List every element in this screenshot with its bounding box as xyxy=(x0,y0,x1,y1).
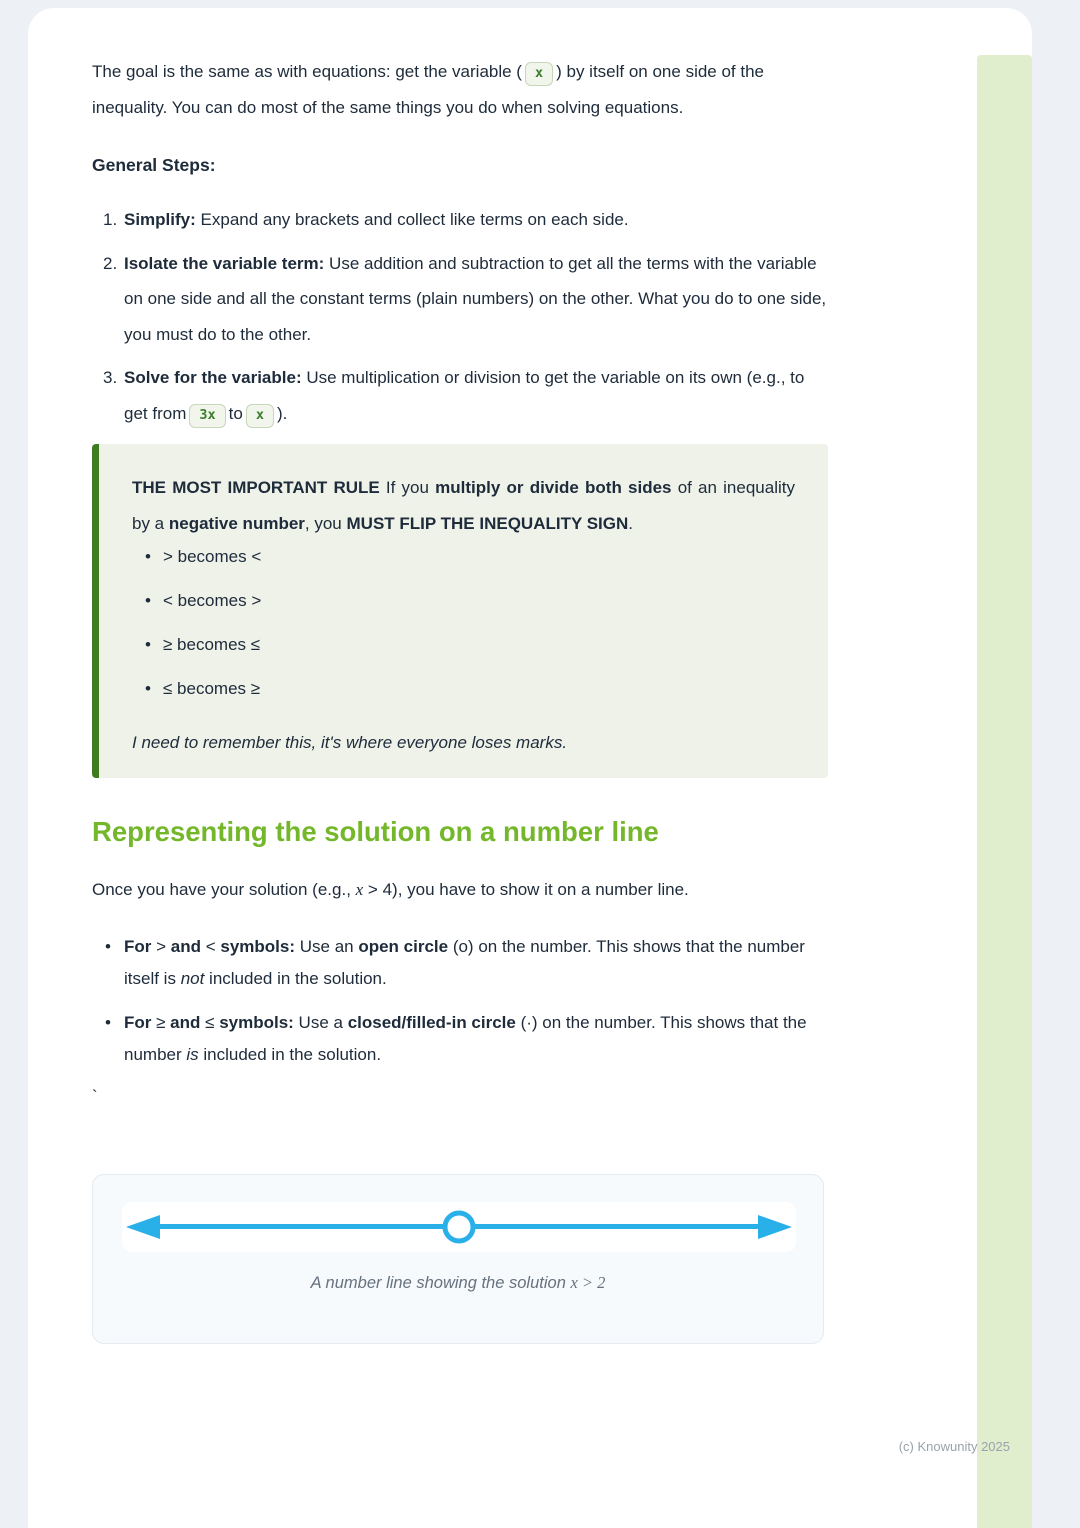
intro-text-post: ) by itself on one side of the inequality. You can do most of the same things you do when solving equations. xyxy=(92,62,765,117)
general-steps-heading: General Steps: xyxy=(92,155,216,175)
open-circle-rule-item xyxy=(92,931,828,995)
seg-text: included in the solution. xyxy=(198,1044,382,1064)
step-body: Use addition and subtraction to get all the terms with the variable on one side and all the constant terms (plain numbers) on the other. What you do to one side, you must do to the other. xyxy=(124,253,827,344)
copyright-footer: (c) Knowunity 2025 xyxy=(898,1439,1010,1454)
nl-intro-post: > 4), you have to show it on a number line. xyxy=(363,880,689,899)
step-number: 3. xyxy=(103,368,118,387)
flip-rule-item xyxy=(132,675,795,703)
caption-math: x > 2 xyxy=(570,1272,606,1292)
step-body-mid: to xyxy=(228,403,243,423)
step-number: 2. xyxy=(103,253,118,273)
seg-bold: For xyxy=(124,1012,152,1032)
seg-bold: symbols: xyxy=(220,936,296,956)
step-text xyxy=(124,202,828,238)
inline-code-chip-3x: 3x xyxy=(189,404,225,428)
flip-rule-text: ≤ becomes ≥ xyxy=(163,679,261,698)
flip-rule-text: > becomes < xyxy=(163,547,262,566)
callout-bold-2: multiply or divide both sides xyxy=(435,478,672,497)
flip-rules-list xyxy=(132,543,795,703)
flip-rule-item xyxy=(132,587,795,615)
seg-text: < xyxy=(201,936,221,956)
callout-bold-3: negative number xyxy=(168,513,305,533)
callout-bold-1: THE MOST IMPORTANT RULE xyxy=(132,478,380,497)
figure-caption xyxy=(93,1269,823,1297)
step-item-1 xyxy=(92,202,828,238)
step-body-end: ). xyxy=(276,403,288,423)
seg-text: > xyxy=(151,936,171,956)
callout-bold-4: MUST FLIP THE INEQUALITY SIGN xyxy=(346,513,629,533)
flip-rule-text: ≥ becomes ≤ xyxy=(163,635,261,654)
seg-italic: is xyxy=(186,1044,199,1064)
section-heading-number-line: Representing the solution on a number line xyxy=(92,816,659,847)
seg-text: ≤ xyxy=(200,1012,220,1032)
seg-text: included in the solution. xyxy=(204,968,387,988)
intro-paragraph xyxy=(92,54,828,125)
seg-bold: open circle xyxy=(358,936,449,956)
number-line-canvas xyxy=(122,1202,796,1252)
callout-text-3: , you xyxy=(304,513,347,533)
step-bold-label: Isolate the variable term: xyxy=(124,253,325,273)
closed-circle-rule-item xyxy=(92,1007,828,1071)
seg-text: Use an xyxy=(295,936,359,956)
caption-text: A number line showing the solution xyxy=(310,1273,571,1292)
arrow-left-icon xyxy=(126,1215,160,1239)
circle-rules-list xyxy=(92,931,828,1071)
seg-bold: closed/filled-in circle xyxy=(347,1012,516,1032)
seg-bold: and xyxy=(170,936,201,956)
open-circle-marker xyxy=(443,1210,476,1243)
important-rule-callout xyxy=(92,444,828,778)
number-line-intro-paragraph xyxy=(92,872,828,908)
seg-text: Use a xyxy=(293,1012,348,1032)
step-bold-label: Solve for the variable: xyxy=(124,368,302,387)
step-body: Expand any brackets and collect like terms on each side. xyxy=(195,210,629,229)
flip-rule-item xyxy=(132,543,795,571)
number-line-figure xyxy=(92,1174,824,1344)
callout-personal-note: I need to remember this, it's where everyone loses marks. xyxy=(132,733,568,752)
step-text xyxy=(124,360,828,431)
stray-backtick: ` xyxy=(92,1086,98,1106)
flip-rule-text: < becomes > xyxy=(163,591,262,610)
step-number: 1. xyxy=(103,210,118,229)
step-body: Use multiplication or division to get the variable on its own (e.g., to get from xyxy=(124,368,805,423)
callout-text-1: If you xyxy=(379,478,436,497)
inline-code-chip-x: x xyxy=(525,62,553,86)
step-item-3 xyxy=(92,360,828,431)
intro-text-pre: The goal is the same as with equations: get the variable ( xyxy=(92,62,522,81)
notes-card xyxy=(28,8,1032,1528)
seg-text: (·) on the number. This shows that the number xyxy=(124,1012,807,1064)
arrow-right-icon xyxy=(758,1215,792,1239)
seg-bold: and xyxy=(170,1012,201,1032)
step-item-2 xyxy=(92,246,828,353)
seg-text: (o) on the number. This shows that the number itself is xyxy=(124,936,805,988)
notes-content xyxy=(92,8,828,1344)
inline-code-chip-x: x xyxy=(246,404,274,428)
callout-paragraph xyxy=(132,470,795,541)
callout-text-2: of an inequality by a xyxy=(132,478,795,533)
nl-intro-pre: Once you have your solution (e.g., xyxy=(92,880,356,899)
seg-bold: symbols: xyxy=(219,1012,294,1032)
seg-bold: For xyxy=(124,936,152,956)
general-steps-list xyxy=(92,202,828,431)
seg-italic: not xyxy=(180,968,205,988)
right-accent-stripe xyxy=(977,55,1032,1528)
step-text xyxy=(124,246,828,353)
math-variable-x: x xyxy=(355,880,364,899)
callout-text-4: . xyxy=(628,513,634,533)
seg-text: ≥ xyxy=(151,1012,171,1032)
step-bold-label: Simplify: xyxy=(124,210,196,229)
flip-rule-item xyxy=(132,631,795,659)
